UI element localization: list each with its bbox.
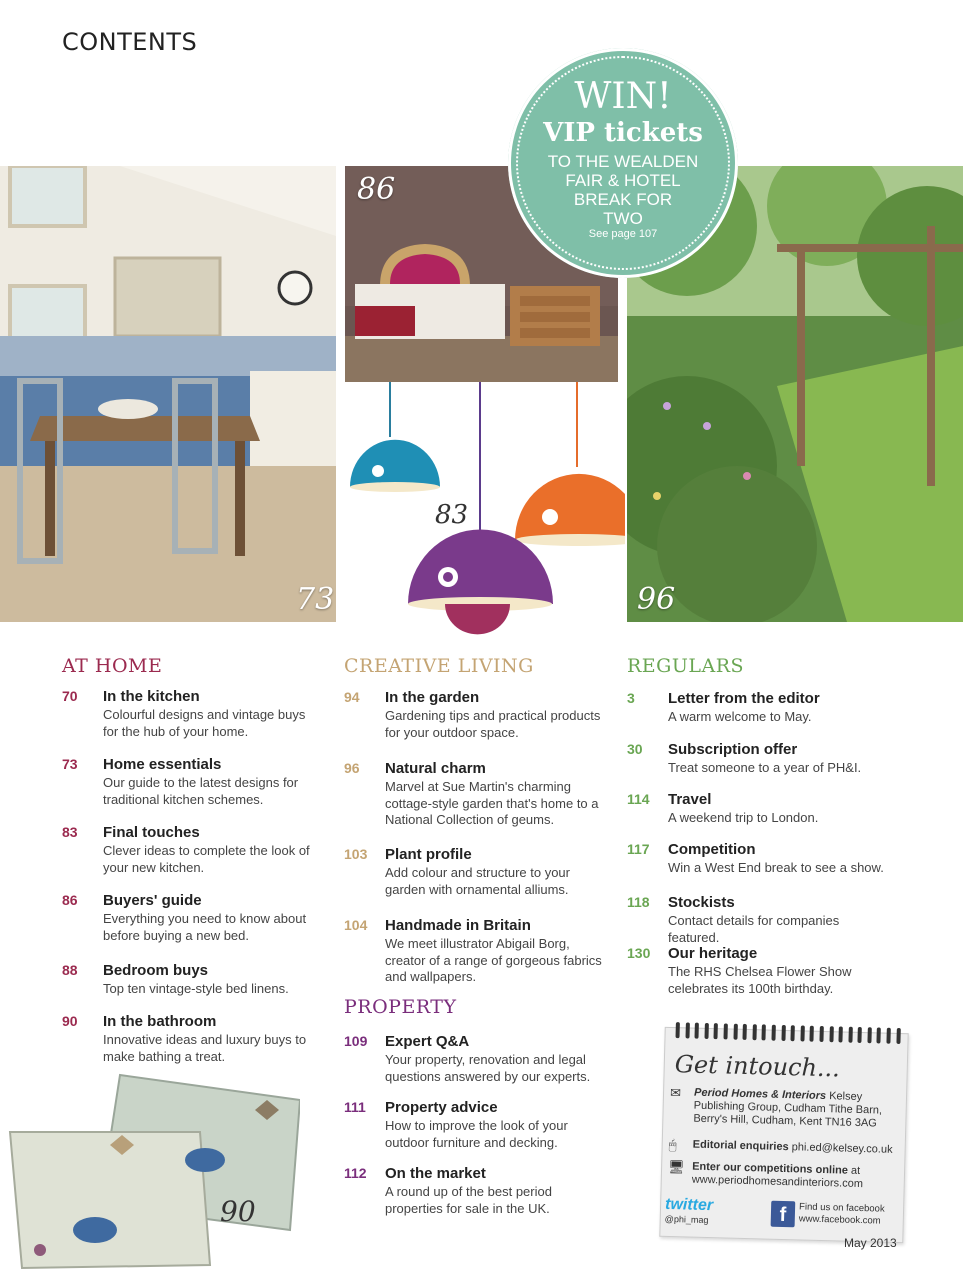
entry-title: In the bathroom: [103, 1013, 217, 1030]
entry-page: 103: [344, 846, 368, 862]
competitions-at: at: [850, 1164, 861, 1178]
entry-page: 86: [62, 892, 78, 908]
entry-desc: Innovative ideas and luxury buys to make bathing a treat.: [103, 1032, 307, 1064]
section-heading-creative-living: CREATIVE LIVING: [344, 655, 534, 677]
entry-page: 112: [344, 1165, 367, 1181]
lamps-photo: [345, 382, 625, 640]
entry-desc: Gardening tips and practical products for your outdoor space.: [385, 708, 601, 740]
twitter-handle: @phi_mag: [664, 1213, 709, 1226]
entry-page: 30: [627, 741, 643, 757]
entry-desc: A weekend trip to London.: [668, 810, 819, 825]
kitchen-page-number: 73: [296, 582, 335, 617]
contact-editorial-row: [668, 1138, 898, 1160]
section-heading-regulars: REGULARS: [627, 655, 745, 677]
entry-title: In the garden: [385, 689, 480, 706]
badge-vip: VIP tickets: [543, 118, 703, 148]
contact-heading: Get intouch...: [674, 1050, 841, 1083]
entry-title: Travel: [668, 791, 712, 808]
entry-page: 104: [344, 917, 368, 933]
entry-desc: A warm welcome to May.: [668, 709, 812, 724]
facebook-url: www.facebook.com: [798, 1213, 881, 1227]
entry-title: On the market: [385, 1165, 486, 1182]
entry-page: 130: [627, 945, 651, 961]
badge-description: [528, 152, 718, 228]
entry-page: 83: [62, 824, 78, 840]
entry-title: Our heritage: [668, 945, 758, 962]
entry-page: 118: [627, 894, 650, 910]
entry-desc: Marvel at Sue Martin's charming cottage-style garden that's home to a National Collection of geums.: [385, 779, 599, 827]
entry-desc: Add colour and structure to your garden with ornamental alliums.: [385, 865, 570, 897]
badge-line: FAIR & HOTEL: [565, 171, 681, 190]
entry-title: Stockists: [668, 894, 735, 911]
entry-desc: Clever ideas to complete the look of your new kitchen.: [103, 843, 310, 875]
entry-page: 109: [344, 1033, 368, 1049]
page-title: CONTENTS: [62, 28, 198, 56]
entry-page: 90: [62, 1013, 78, 1029]
entry-title: In the kitchen: [103, 688, 200, 705]
kitchen-photo: [0, 166, 336, 622]
entry-page: 94: [344, 689, 360, 705]
entry-page: 117: [627, 841, 650, 857]
competitions-label: Enter our competitions online: [691, 1160, 849, 1177]
entry-page: 3: [627, 690, 635, 706]
entry-title: Competition: [668, 841, 756, 858]
lamps-page-number: 83: [435, 500, 469, 530]
facebook-block[interactable]: [771, 1201, 901, 1227]
entry-title: Subscription offer: [668, 741, 798, 758]
entry-desc: The RHS Chelsea Flower Show celebrates its 100th birthday.: [668, 964, 852, 996]
bedroom-page-number: 86: [357, 172, 396, 207]
entry-desc: Treat someone to a year of PH&I.: [668, 760, 862, 775]
contact-address-row: [669, 1086, 900, 1138]
entry-desc: Our guide to the latest designs for traditional kitchen schemes.: [103, 775, 299, 807]
twitter-block[interactable]: [665, 1196, 766, 1227]
entry-desc: Contact details for companies featured.: [668, 913, 840, 945]
entry-desc: Colourful designs and vintage buys for the hub of your home.: [103, 707, 306, 739]
entry-desc: We meet illustrator Abigail Borg, creator of a range of gorgeous fabrics and wallpapers.: [385, 936, 602, 984]
competition-badge[interactable]: [508, 48, 738, 278]
entry-title: Home essentials: [103, 756, 222, 773]
spiral-binding: [675, 1022, 900, 1044]
badge-win: WIN!: [574, 76, 672, 117]
editorial-label: Editorial enquiries: [692, 1138, 789, 1154]
entry-page: 73: [62, 756, 78, 772]
entry-title: Final touches: [103, 824, 200, 841]
twitter-logo: twitter: [664, 1195, 714, 1215]
entry-title: Natural charm: [385, 760, 486, 777]
badge-line: BREAK FOR: [573, 190, 673, 209]
entry-page: 114: [627, 791, 650, 807]
entry-title: Property advice: [385, 1099, 498, 1116]
entry-title: Bedroom buys: [103, 962, 209, 979]
entry-desc: Everything you need to know about before buying a new bed.: [103, 911, 307, 943]
competitions-url[interactable]: www.periodhomesandinteriors.com: [691, 1173, 864, 1191]
entry-desc: Your property, renovation and legal questions answered by our experts.: [385, 1052, 591, 1084]
envelope-icon: ✉: [669, 1085, 682, 1101]
entry-desc: Top ten vintage-style bed linens.: [103, 981, 289, 996]
entry-page: 96: [344, 760, 360, 776]
issue-date: May 2013: [844, 1236, 897, 1250]
badge-line: TO THE WEALDEN: [547, 152, 699, 171]
badge-line: TWO: [603, 209, 643, 228]
address: Kelsey Publishing Group, Cudham Tithe Barn, Berry's Hill, Cudham, Kent TN16 3AG: [693, 1090, 883, 1130]
plates-photo: [0, 1070, 300, 1270]
entry-desc: How to improve the look of your outdoor furniture and decking.: [385, 1118, 568, 1150]
garden-page-number: 96: [637, 582, 676, 617]
entry-title: Expert Q&A: [385, 1033, 470, 1050]
facebook-icon: f: [771, 1201, 796, 1228]
entry-page: 70: [62, 688, 78, 704]
contact-competitions-row: [668, 1160, 899, 1196]
mouse-icon: 🖱: [668, 1136, 677, 1153]
badge-see-page: See page 107: [588, 228, 658, 240]
entry-desc: Win a West End break to see a show.: [668, 860, 884, 875]
entry-title: Plant profile: [385, 846, 472, 863]
magazine-name: Period Homes & Interiors: [693, 1086, 827, 1103]
contact-card: [659, 1027, 908, 1243]
editorial-email[interactable]: phi.ed@kelsey.co.uk: [791, 1141, 893, 1156]
plates-page-number: 90: [220, 1195, 256, 1228]
entry-desc: A round up of the best period properties for sale in the UK.: [385, 1184, 552, 1216]
section-heading-at-home: AT HOME: [62, 655, 163, 677]
entry-title: Buyers' guide: [103, 892, 202, 909]
entry-page: 88: [62, 962, 78, 978]
section-heading-property: PROPERTY: [344, 996, 457, 1018]
entry-title: Handmade in Britain: [385, 917, 531, 934]
entry-page: 111: [344, 1099, 366, 1115]
facebook-label: Find us on facebook: [798, 1201, 885, 1215]
monitor-icon: 🖥: [667, 1158, 685, 1175]
entry-title: Letter from the editor: [668, 690, 820, 707]
